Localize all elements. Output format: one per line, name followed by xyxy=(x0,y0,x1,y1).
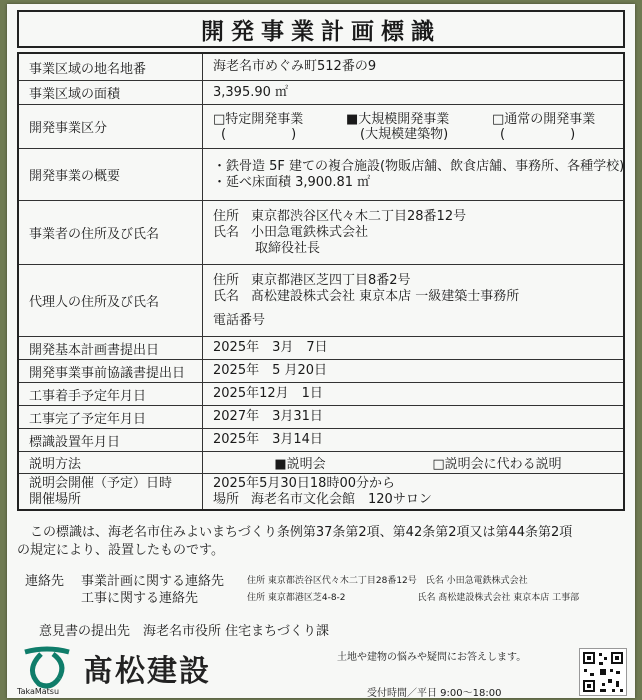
table-row xyxy=(19,104,623,148)
row-label: 事業区域の地名地番 xyxy=(19,54,203,80)
note-line: の規定により、設置したものです。 xyxy=(17,543,224,558)
area-value: 3,395.90 ㎡ xyxy=(213,84,289,100)
category-option-specific: □特定開発事業 ( ) xyxy=(213,111,304,142)
contact-item: 事業計画に関する連絡先 xyxy=(81,574,225,589)
row-label: 開発基本計画書提出日 xyxy=(19,337,203,359)
contact-item: 工事に関する連絡先 xyxy=(81,591,199,606)
date-value: 2025年 5 月20日 xyxy=(213,363,328,378)
info-table xyxy=(17,52,625,511)
row-label: 標識設置年月日 xyxy=(19,429,203,451)
notes-section xyxy=(17,520,625,638)
table-row xyxy=(19,382,623,405)
row-label: 説明方法 xyxy=(19,452,203,473)
sign-title: 開発事業計画標識 xyxy=(17,10,625,48)
date-value: 2025年12月 1日 xyxy=(213,386,323,401)
table-row xyxy=(19,428,623,451)
company-name-en: TakaMatsu xyxy=(17,687,60,696)
company-name: 髙松建設 xyxy=(83,654,211,689)
date-value: 2027年 3月31日 xyxy=(213,409,323,424)
developer-title: 取締役社長 xyxy=(255,240,321,256)
contact-detail: 住所 東京都港区芝4-8-2 氏名 髙松建設株式会社 東京本店 工事部 xyxy=(247,593,580,603)
row-label: 開発事業事前協議書提出日 xyxy=(19,360,203,382)
agent-name: 髙松建設株式会社 東京本店 一級建築士事務所 xyxy=(251,288,520,304)
table-row: 代理人の住所及び氏名 住所 東京都港区芝四丁目8番2号 氏名 髙松建設株式会社 東京本店 一級建築士事務所 電話番号 xyxy=(19,264,623,336)
note-line: この標識は、海老名市住みよいまちづくり条例第37条第2項、第42条第2項又は第44条第2項 xyxy=(17,525,573,540)
table-row xyxy=(19,148,623,200)
row-label: 開発事業区分 xyxy=(19,105,203,148)
meeting-datetime: 2025年5月30日18時00分から xyxy=(213,475,395,491)
table-row: 事業者の住所及び氏名 住所 東京都渋谷区代々木二丁目28番12号 氏名 小田急電鉄株式会社 取締役社長 xyxy=(19,200,623,264)
date-value: 2025年 3月14日 xyxy=(213,432,323,447)
company-footer xyxy=(7,640,635,698)
developer-address: 東京都渋谷区代々木二丁目28番12号 xyxy=(251,208,467,224)
category-option-normal: □通常の開発事業 ( ) xyxy=(492,111,596,142)
explain-option-alternative: □説明会に代わる説明 xyxy=(432,457,562,472)
explain-option-meeting: ■説明会 xyxy=(274,457,326,472)
developer-name: 小田急電鉄株式会社 xyxy=(251,224,369,240)
category-option-large: ■大規模開発事業 (大規模建築物) xyxy=(346,111,450,142)
row-label: 説明会開催（予定）日時 開催場所 xyxy=(19,474,203,509)
row-label: 工事完了予定年月日 xyxy=(19,406,203,428)
row-label: 工事着手予定年月日 xyxy=(19,383,203,405)
date-value: 2025年 3月 7日 xyxy=(213,340,328,355)
location-value: 海老名市めぐみ町512番の9 xyxy=(213,59,377,74)
contact-label: 連絡先 xyxy=(25,574,65,589)
qr-code-icon[interactable] xyxy=(579,648,627,696)
overview-line: ・延べ床面積 3,900.81 ㎡ xyxy=(213,174,371,190)
company-logo-icon xyxy=(21,644,73,690)
agent-address: 東京都港区芝四丁目8番2号 xyxy=(251,272,411,288)
reception-hours: 受付時間／平日 9:00～18:00 xyxy=(367,688,502,699)
overview-line: ・鉄骨造 5F 建ての複合施設(物販店舗、飲食店舗、事務所、各種学校) xyxy=(213,158,625,174)
company-slogan: 土地や建物の悩みや疑問にお答えします。 xyxy=(337,652,527,663)
opinion-destination: 意見書の提出先 海老名市役所 住宅まちづくり課 xyxy=(39,624,330,639)
table-row xyxy=(19,451,623,473)
meeting-place: 海老名市文化会館 120サロン xyxy=(251,491,432,507)
agent-phone-label: 電話番号 xyxy=(213,312,266,328)
sign-board xyxy=(7,4,635,698)
row-label: 事業区域の面積 xyxy=(19,81,203,104)
table-row xyxy=(19,405,623,428)
row-label: 事業者の住所及び氏名 xyxy=(19,201,203,264)
table-row: 説明会開催（予定）日時 開催場所 2025年5月30日18時00分から 場所 海老名市文化会館 120サロン xyxy=(19,473,623,509)
contact-detail: 住所 東京都渋谷区代々木二丁目28番12号 氏名 小田急電鉄株式会社 xyxy=(247,576,528,586)
table-row xyxy=(19,336,623,359)
table-row xyxy=(19,359,623,382)
table-row xyxy=(19,54,623,80)
row-label: 開発事業の概要 xyxy=(19,149,203,200)
row-label: 代理人の住所及び氏名 xyxy=(19,265,203,336)
table-row xyxy=(19,80,623,104)
